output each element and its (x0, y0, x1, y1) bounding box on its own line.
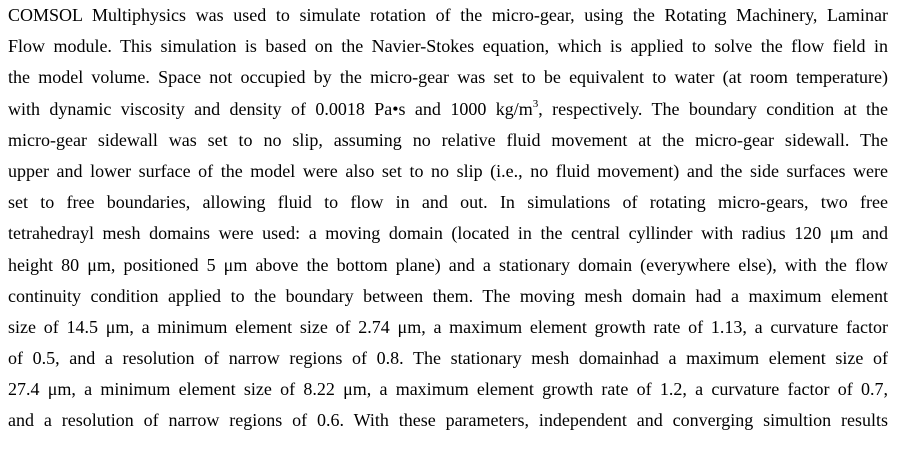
text-line-2: Flow module. This simulation is based on the Navier-Stokes equation, which is applied to solve the flow field in (8, 36, 888, 57)
text-line-12: of 0.5, and a resolution of narrow regions of 0.8. The stationary mesh domainhad a maximum element size of (8, 348, 888, 369)
text-line-1: COMSOL Multiphysics was used to simulate rotation of the micro-gear, using the Rotating Machinery, Laminar (8, 5, 888, 25)
text-line-14: and a resolution of narrow regions of 0.6. With these parameters, independent and converging simultion results (8, 410, 888, 431)
superscript-exponent: 3 (532, 97, 539, 110)
text-line-13: 27.4 μm, a minimum element size of 8.22 μm, a maximum element growth rate of 1.2, a curvature factor of 0.7, (8, 379, 888, 400)
text-line-6: upper and lower surface of the model were also set to no slip (i.e., no fluid movement) and the side surfaces were (8, 160, 888, 181)
text-line-8: tetrahedrayl mesh domains were used: a moving domain (located in the central cyllinder with radius 120 μm and (8, 223, 888, 244)
text-line-7: set to free boundaries, allowing fluid to flow in and out. In simulations of rotating micro-gears, two free (8, 192, 888, 213)
text-line-4: with dynamic viscosity and density of 0.0018 Pa•s and 1000 $kg/m^3$, respectively. The boundary condition at the (8, 97, 888, 119)
text-line-11: size of 14.5 μm, a minimum element size of 2.74 μm, a maximum element growth rate of 1.13, a curvature factor (8, 316, 888, 337)
text-line-9: height 80 μm, positioned 5 μm above the bottom plane) and a stationary domain (everywhere else), with the flow (8, 254, 888, 275)
text-line-5: micro-gear sidewall was set to no slip, assuming no relative fluid movement at the micro-gear sidewall. The (8, 129, 888, 150)
paper-text-body (8, 0, 888, 437)
text-line-10: continuity condition applied to the boundary between them. The moving mesh domain had a maximum element (8, 285, 888, 306)
text-line-3: the model volume. Space not occupied by the micro-gear was set to be equivalent to water (at room temperature) (8, 67, 888, 88)
